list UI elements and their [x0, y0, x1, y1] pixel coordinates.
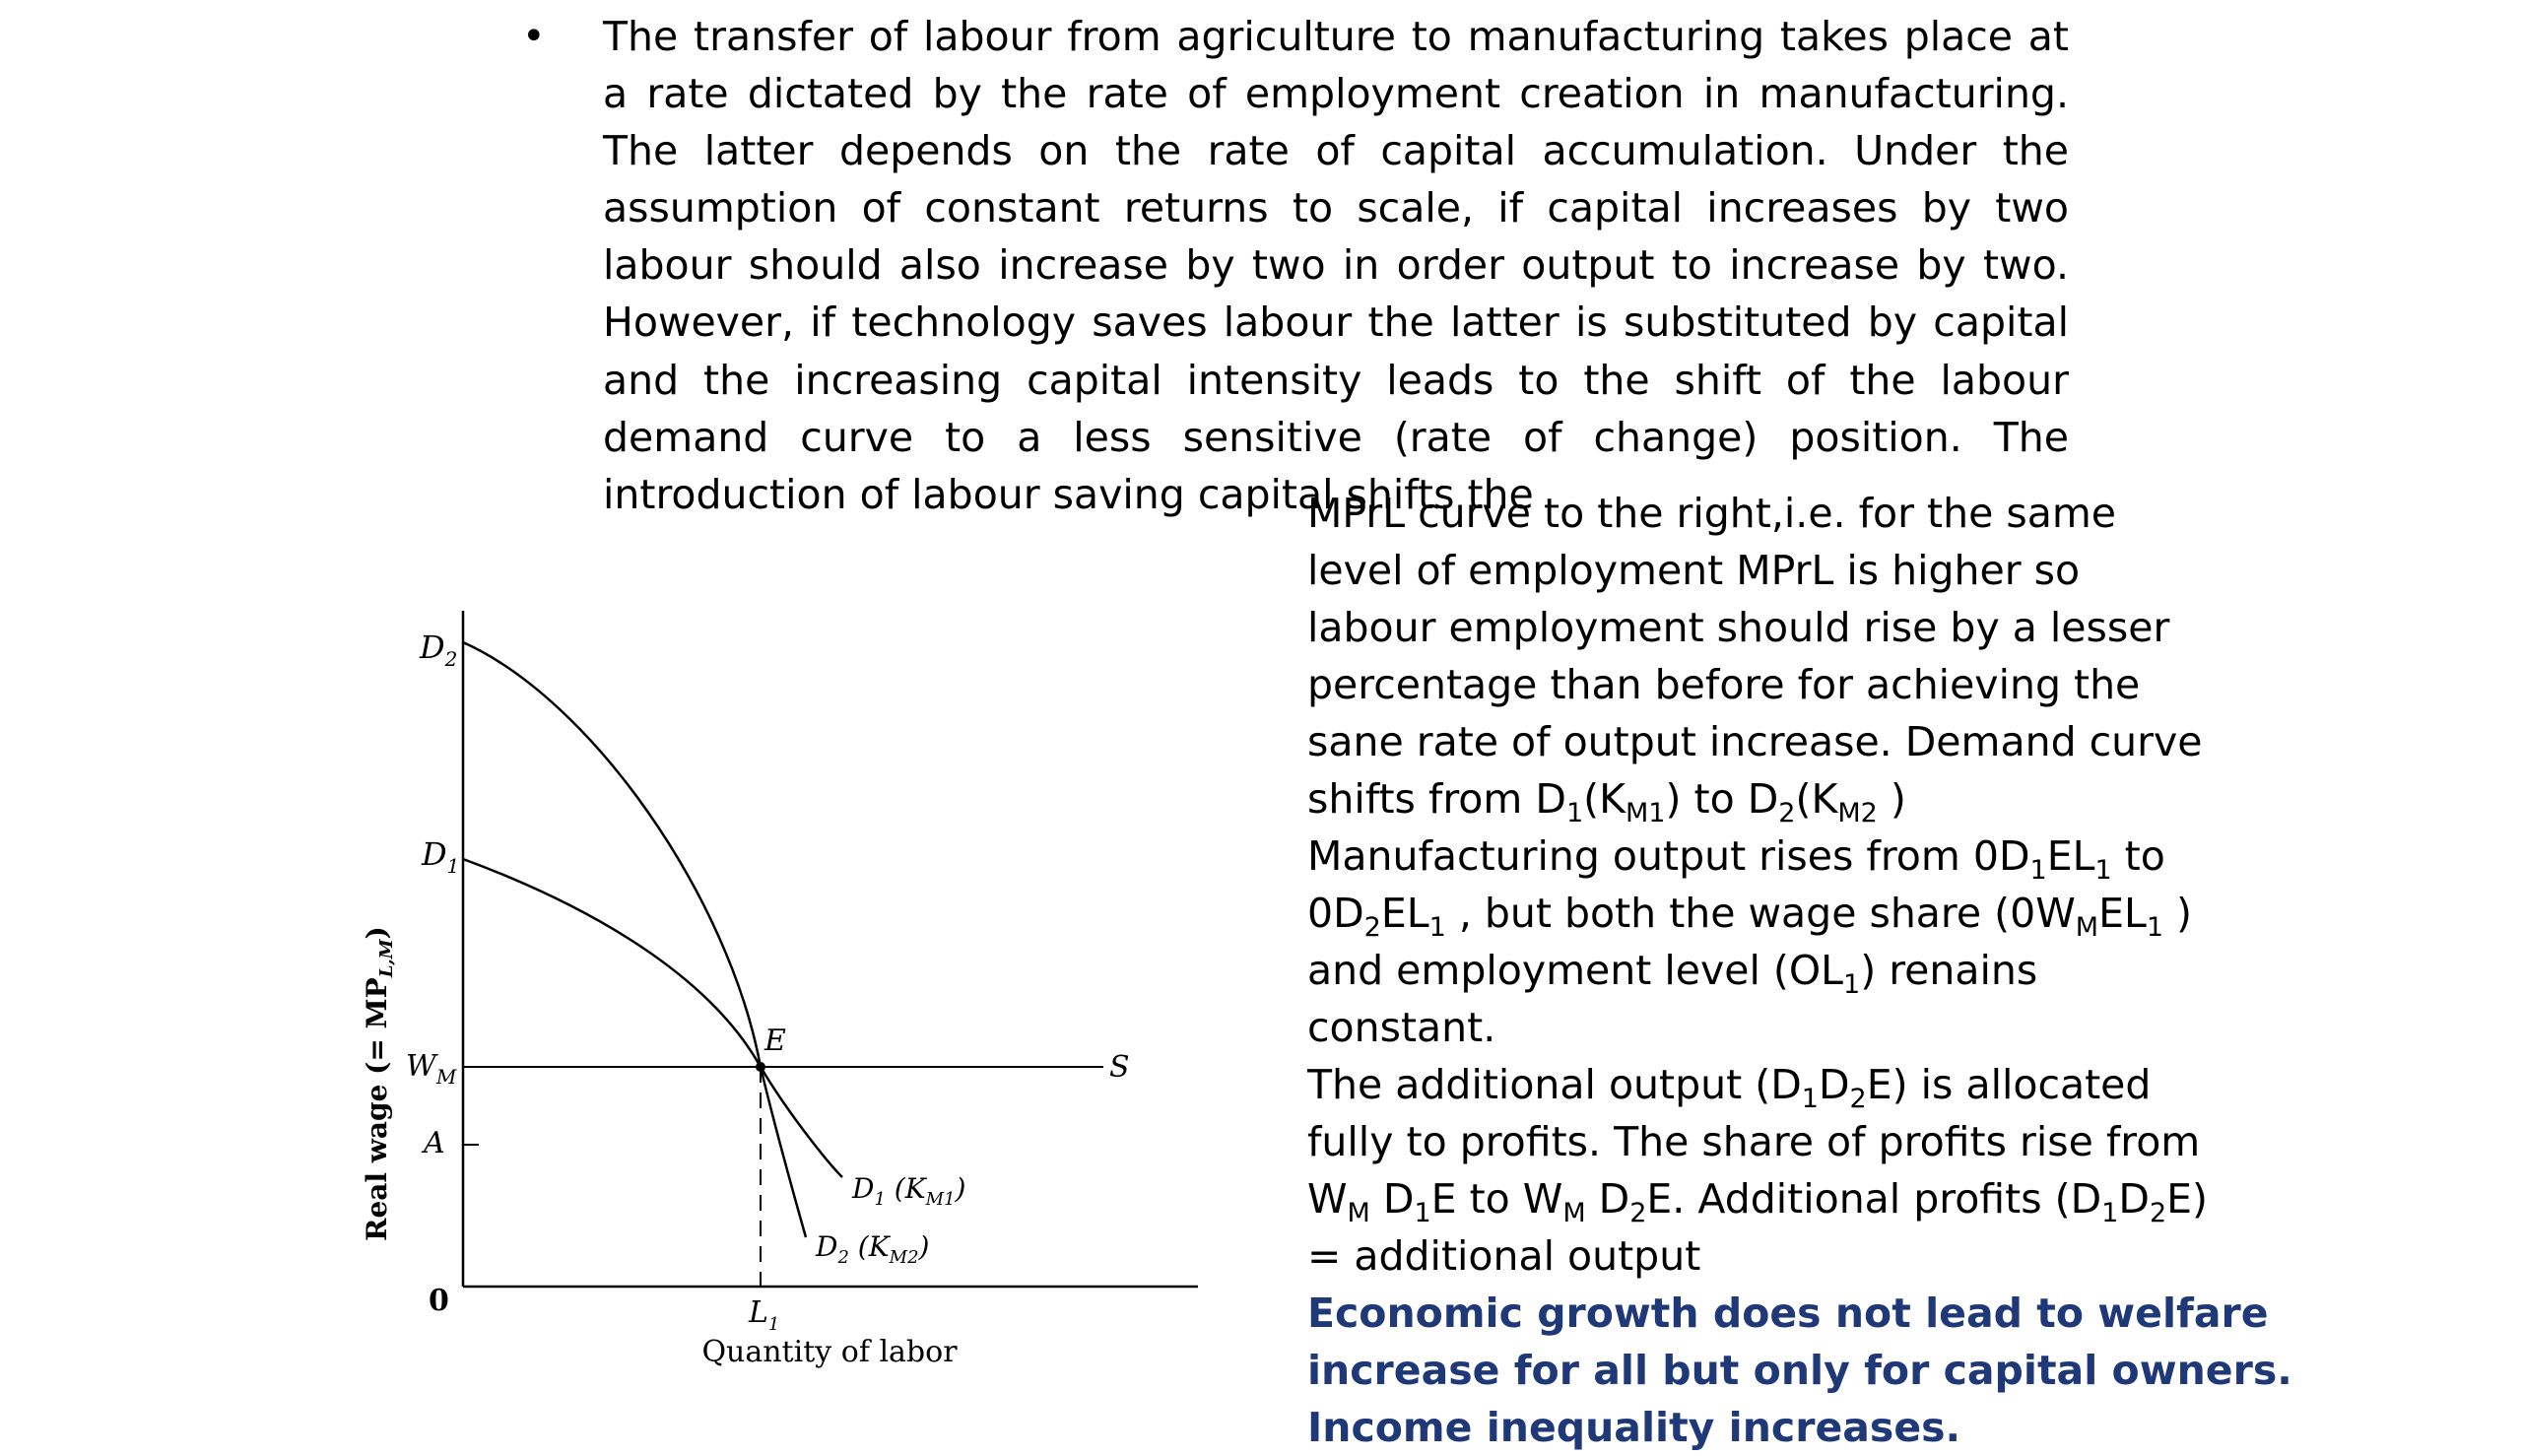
- right-line-8: $0D_2EL_1$ , but both the wage share ($0W_MEL_1$ ): [1307, 890, 2193, 943]
- conclusion-line-3: Income inequality increases.: [1307, 1404, 1961, 1451]
- right-line-2: level of employment MPrL is higher so: [1307, 547, 2081, 594]
- right-line-3: labour employment should rise by a lesser: [1307, 604, 2170, 651]
- e-point-label: E: [764, 1024, 786, 1058]
- right-line-12: fully to profits. The share of profits rise from: [1307, 1118, 2201, 1165]
- d1-curve: [463, 859, 842, 1177]
- conclusion-line-2: increase for all but only for capital owners.: [1307, 1347, 2292, 1394]
- bullet-marker: •: [522, 14, 546, 59]
- wm-axis-label: $W_M$: [406, 1049, 457, 1089]
- right-line-10: constant.: [1307, 1004, 1496, 1051]
- right-line-5: sane rate of output increase. Demand curve: [1307, 718, 2203, 765]
- bullet-paragraph: [522, 8, 2079, 523]
- right-line-9: and employment level $(OL_1)$ renains: [1307, 947, 2038, 1000]
- equilibrium-point: [756, 1062, 765, 1072]
- svg-text:Real wage (= MPL,M): Real wage (= $MP_{L,M}$): [361, 926, 397, 1241]
- right-line-14: = additional output: [1307, 1232, 1701, 1280]
- right-line-4: percentage than before for achieving the: [1307, 661, 2141, 708]
- right-line-7: Manufacturing output rises from $0D_1EL_1$ to: [1307, 832, 2165, 886]
- labour-demand-diagram: [345, 581, 1231, 1419]
- right-line-1: MPrL curve to the right,i.e. for the same: [1307, 490, 2116, 537]
- d1-axis-label: $D_1$: [422, 835, 460, 878]
- right-line-11: The additional output $(D_1D_2E)$ is allocated: [1307, 1061, 2152, 1114]
- right-line-6: shifts from $D_1(K_{M1})$ to $D_2(K_{M2}$ ): [1307, 775, 1906, 828]
- origin-label: 0: [429, 1284, 449, 1318]
- l1-axis-label: $L_1$: [749, 1295, 780, 1335]
- y-axis-title: [361, 926, 397, 1241]
- right-text-column: [1307, 485, 2489, 1456]
- conclusion-line-1: Economic growth does not lead to welfare: [1307, 1290, 2269, 1337]
- d1-curve-label: $D_1$ $(K_{M1})$: [852, 1172, 966, 1210]
- bullet-text: The transfer of labour from agriculture to manufacturing takes place at a rate dictated by the rate of employment creation in manufacturing. The latter depends on the rate of capital accumulation. Under the assumption of constant returns to scale, if capital increases by two labour should also increase by two in order output to increase by two. However, if technology saves labour the latter is substituted by capital and the increasing capital intensity leads to the shift of the labour demand curve to a less sensitive (rate of change) position. The introduction of labour saving capital shifts the: [603, 13, 2069, 518]
- d2-curve: [463, 642, 806, 1237]
- d2-curve-label: $D_2$ $(K_{M2})$: [816, 1230, 930, 1268]
- diagram-svg: [345, 581, 1231, 1419]
- right-line-13: $W_M$ $D_1E$ to $W_M$ $D_2E$. Additional profits $(D_1D_2E)$: [1307, 1175, 2209, 1228]
- a-axis-label: A: [424, 1126, 445, 1160]
- x-axis-title: Quantity of labor: [701, 1335, 958, 1369]
- s-line-label: S: [1109, 1050, 1130, 1085]
- d2-axis-label: $D_2$: [420, 629, 458, 671]
